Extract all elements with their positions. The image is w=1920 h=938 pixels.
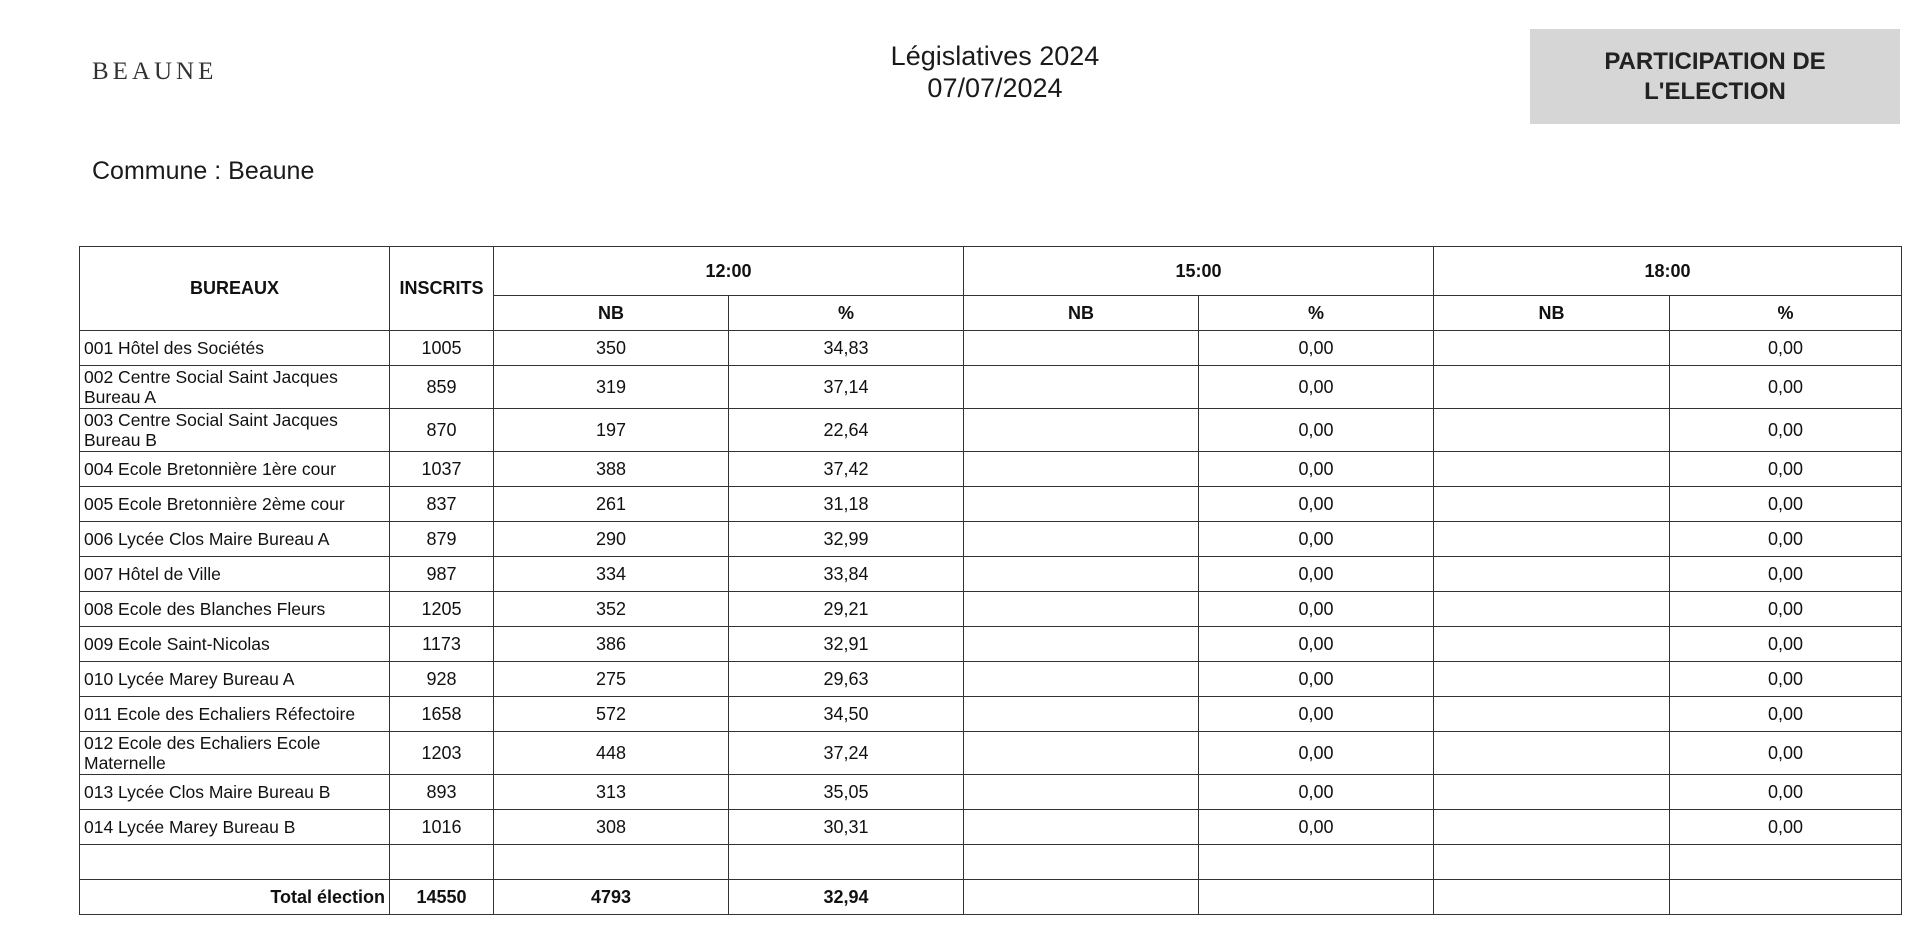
pct-1200-value: 32,99: [729, 522, 964, 557]
total-nb-1800: [1434, 880, 1670, 915]
bureau-name: 005 Ecole Bretonnière 2ème cour: [80, 487, 390, 522]
pct-1500-value: 0,00: [1199, 366, 1434, 409]
pct-1500-value: 0,00: [1199, 331, 1434, 366]
nb-1800-value: [1434, 662, 1670, 697]
nb-1800-value: [1434, 522, 1670, 557]
pct-1800-value: 0,00: [1670, 487, 1902, 522]
total-label: Total élection: [80, 880, 390, 915]
inscrits-value: 837: [390, 487, 494, 522]
bureau-name: 007 Hôtel de Ville: [80, 557, 390, 592]
subheader-pct: %: [1199, 296, 1434, 331]
badge-line-2: L'ELECTION: [1644, 77, 1786, 105]
pct-1500-value: 0,00: [1199, 522, 1434, 557]
nb-1500-value: [964, 366, 1199, 409]
pct-1800-value: 0,00: [1670, 592, 1902, 627]
pct-1200-value: 22,64: [729, 409, 964, 452]
inscrits-value: 893: [390, 775, 494, 810]
header-bureaux: BUREAUX: [80, 247, 390, 331]
beaune-logo: BEAUNE: [92, 58, 218, 85]
bureau-name: 013 Lycée Clos Maire Bureau B: [80, 775, 390, 810]
total-nb-1500: [964, 880, 1199, 915]
pct-1200-value: 37,24: [729, 732, 964, 775]
nb-1500-value: [964, 697, 1199, 732]
pct-1200-value: 29,63: [729, 662, 964, 697]
subheader-nb: NB: [1434, 296, 1670, 331]
pct-1800-value: 0,00: [1670, 522, 1902, 557]
pct-1800-value: 0,00: [1670, 662, 1902, 697]
pct-1800-value: 0,00: [1670, 697, 1902, 732]
pct-1200-value: 33,84: [729, 557, 964, 592]
pct-1200-value: 31,18: [729, 487, 964, 522]
nb-1200-value: 261: [494, 487, 729, 522]
nb-1800-value: [1434, 331, 1670, 366]
document-title: [830, 40, 1160, 104]
subheader-pct: %: [729, 296, 964, 331]
bureau-name: 008 Ecole des Blanches Fleurs: [80, 592, 390, 627]
pct-1200-value: 35,05: [729, 775, 964, 810]
pct-1500-value: 0,00: [1199, 810, 1434, 845]
inscrits-value: 870: [390, 409, 494, 452]
inscrits-value: 1037: [390, 452, 494, 487]
nb-1200-value: 313: [494, 775, 729, 810]
bureau-name: 010 Lycée Marey Bureau A: [80, 662, 390, 697]
pct-1800-value: 0,00: [1670, 557, 1902, 592]
inscrits-value: 879: [390, 522, 494, 557]
nb-1500-value: [964, 592, 1199, 627]
inscrits-value: 859: [390, 366, 494, 409]
nb-1200-value: 448: [494, 732, 729, 775]
nb-1500-value: [964, 662, 1199, 697]
nb-1200-value: 350: [494, 331, 729, 366]
total-pct-1200: 32,94: [729, 880, 964, 915]
pct-1500-value: 0,00: [1199, 557, 1434, 592]
subheader-pct: %: [1670, 296, 1902, 331]
bureau-name: 012 Ecole des Echaliers Ecole Maternelle: [80, 732, 390, 775]
nb-1200-value: 572: [494, 697, 729, 732]
pct-1500-value: 0,00: [1199, 697, 1434, 732]
pct-1500-value: 0,00: [1199, 627, 1434, 662]
nb-1500-value: [964, 627, 1199, 662]
nb-1800-value: [1434, 409, 1670, 452]
nb-1500-value: [964, 409, 1199, 452]
election-name: Législatives 2024: [890, 41, 1100, 71]
pct-1500-value: 0,00: [1199, 732, 1434, 775]
pct-1200-value: 32,91: [729, 627, 964, 662]
pct-1200-value: 34,83: [729, 331, 964, 366]
pct-1500-value: 0,00: [1199, 775, 1434, 810]
nb-1800-value: [1434, 775, 1670, 810]
bureau-name: 011 Ecole des Echaliers Réfectoire: [80, 697, 390, 732]
badge-line-1: PARTICIPATION DE: [1604, 47, 1826, 75]
nb-1500-value: [964, 487, 1199, 522]
nb-1800-value: [1434, 592, 1670, 627]
pct-1500-value: 0,00: [1199, 487, 1434, 522]
total-pct-1800: [1670, 880, 1902, 915]
nb-1500-value: [964, 452, 1199, 487]
nb-1200-value: 290: [494, 522, 729, 557]
subheader-nb: NB: [494, 296, 729, 331]
nb-1800-value: [1434, 732, 1670, 775]
bureau-name: 001 Hôtel des Sociétés: [80, 331, 390, 366]
bureau-name: 004 Ecole Bretonnière 1ère cour: [80, 452, 390, 487]
total-row: [80, 880, 1902, 915]
nb-1500-value: [964, 331, 1199, 366]
nb-1500-value: [964, 810, 1199, 845]
election-date: 07/07/2024: [927, 73, 1063, 103]
nb-1200-value: 319: [494, 366, 729, 409]
pct-1500-value: 0,00: [1199, 409, 1434, 452]
total-pct-1500: [1199, 880, 1434, 915]
subheader-nb: NB: [964, 296, 1199, 331]
pct-1200-value: 37,14: [729, 366, 964, 409]
bureau-name: 003 Centre Social Saint Jacques Bureau B: [80, 409, 390, 452]
bureau-name: 006 Lycée Clos Maire Bureau A: [80, 522, 390, 557]
pct-1800-value: 0,00: [1670, 732, 1902, 775]
pct-1200-value: 37,42: [729, 452, 964, 487]
pct-1800-value: 0,00: [1670, 331, 1902, 366]
inscrits-value: 1173: [390, 627, 494, 662]
nb-1500-value: [964, 557, 1199, 592]
inscrits-value: 987: [390, 557, 494, 592]
pct-1500-value: 0,00: [1199, 592, 1434, 627]
empty-row: [80, 845, 1902, 880]
nb-1800-value: [1434, 810, 1670, 845]
pct-1500-value: 0,00: [1199, 662, 1434, 697]
participation-table: [79, 246, 1902, 915]
inscrits-value: 1203: [390, 732, 494, 775]
header-inscrits: INSCRITS: [390, 247, 494, 331]
total-nb-1200: 4793: [494, 880, 729, 915]
pct-1200-value: 30,31: [729, 810, 964, 845]
total-inscrits: 14550: [390, 880, 494, 915]
commune-label: Commune : Beaune: [92, 157, 315, 185]
nb-1800-value: [1434, 366, 1670, 409]
inscrits-value: 928: [390, 662, 494, 697]
pct-1200-value: 29,21: [729, 592, 964, 627]
nb-1200-value: 334: [494, 557, 729, 592]
inscrits-value: 1205: [390, 592, 494, 627]
nb-1500-value: [964, 732, 1199, 775]
pct-1800-value: 0,00: [1670, 452, 1902, 487]
nb-1500-value: [964, 775, 1199, 810]
pct-1500-value: 0,00: [1199, 452, 1434, 487]
nb-1800-value: [1434, 697, 1670, 732]
nb-1800-value: [1434, 487, 1670, 522]
nb-1200-value: 308: [494, 810, 729, 845]
header-time-1800: 18:00: [1434, 247, 1902, 296]
participation-badge: [1530, 29, 1900, 124]
nb-1500-value: [964, 522, 1199, 557]
bureau-name: 002 Centre Social Saint Jacques Bureau A: [80, 366, 390, 409]
nb-1200-value: 388: [494, 452, 729, 487]
nb-1800-value: [1434, 627, 1670, 662]
bureau-name: 014 Lycée Marey Bureau B: [80, 810, 390, 845]
pct-1800-value: 0,00: [1670, 810, 1902, 845]
nb-1200-value: 275: [494, 662, 729, 697]
inscrits-value: 1016: [390, 810, 494, 845]
pct-1200-value: 34,50: [729, 697, 964, 732]
pct-1800-value: 0,00: [1670, 775, 1902, 810]
inscrits-value: 1005: [390, 331, 494, 366]
nb-1800-value: [1434, 452, 1670, 487]
header-time-1200: 12:00: [494, 247, 964, 296]
pct-1800-value: 0,00: [1670, 627, 1902, 662]
inscrits-value: 1658: [390, 697, 494, 732]
header-time-1500: 15:00: [964, 247, 1434, 296]
nb-1800-value: [1434, 557, 1670, 592]
nb-1200-value: 197: [494, 409, 729, 452]
nb-1200-value: 352: [494, 592, 729, 627]
nb-1200-value: 386: [494, 627, 729, 662]
bureau-name: 009 Ecole Saint-Nicolas: [80, 627, 390, 662]
pct-1800-value: 0,00: [1670, 366, 1902, 409]
pct-1800-value: 0,00: [1670, 409, 1902, 452]
